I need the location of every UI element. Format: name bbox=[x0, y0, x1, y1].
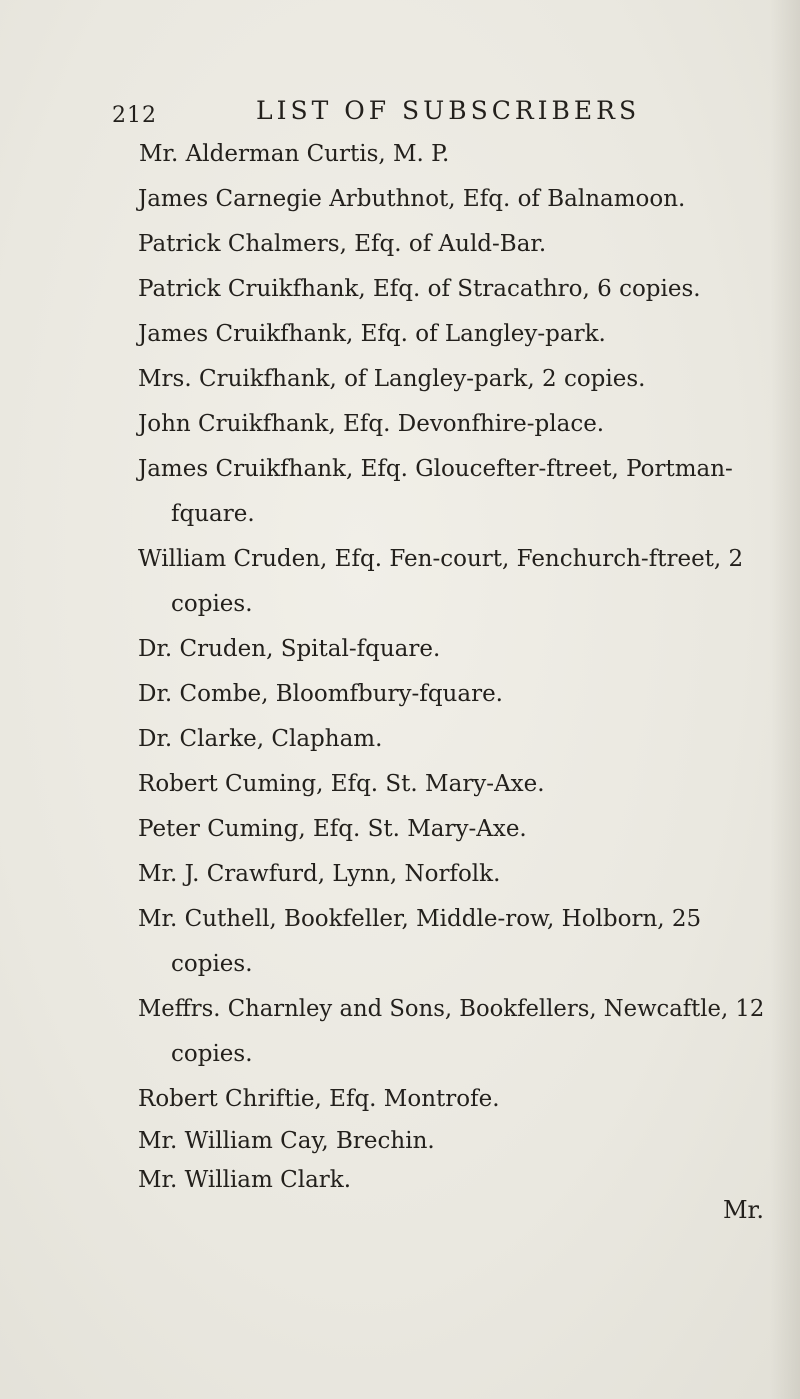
subscriber-entry-continuation: fquare. bbox=[171, 501, 255, 527]
subscriber-entry: James Cruikfhank, Efq. Gloucefter-ftreet, Portman- bbox=[138, 456, 733, 482]
running-head: LIST OF SUBSCRIBERS bbox=[256, 96, 641, 125]
page-edge-shadow bbox=[770, 0, 800, 1399]
subscriber-entry: Dr. Clarke, Clapham. bbox=[138, 726, 383, 752]
subscriber-entry: Dr. Combe, Bloomfbury-fquare. bbox=[138, 681, 503, 707]
subscriber-entry: Meffrs. Charnley and Sons, Bookfellers, Newcaftle, 12 bbox=[138, 996, 765, 1022]
subscriber-entry: Dr. Cruden, Spital-fquare. bbox=[138, 636, 441, 662]
subscriber-entry-continuation: copies. bbox=[171, 1041, 253, 1067]
subscriber-entry: Mrs. Cruikfhank, of Langley-park, 2 copies. bbox=[138, 366, 646, 392]
subscriber-entry: Mr. Cuthell, Bookfeller, Middle-row, Holborn, 25 bbox=[138, 906, 702, 932]
subscriber-entry: John Cruikfhank, Efq. Devonfhire-place. bbox=[138, 411, 605, 437]
subscriber-entry: James Cruikfhank, Efq. of Langley-park. bbox=[138, 321, 606, 347]
subscriber-entry: Peter Cuming, Efq. St. Mary-Axe. bbox=[138, 816, 527, 842]
subscriber-entry: Patrick Chalmers, Efq. of Auld-Bar. bbox=[138, 231, 547, 257]
subscriber-entry: Mr. Alderman Curtis, M. P. bbox=[139, 141, 450, 167]
subscriber-entry: Robert Chriftie, Efq. Montrofe. bbox=[138, 1086, 500, 1112]
subscriber-entry-continuation: copies. bbox=[171, 591, 253, 617]
subscriber-entry: Robert Cuming, Efq. St. Mary-Axe. bbox=[138, 771, 545, 797]
subscriber-entry-continuation: copies. bbox=[171, 951, 253, 977]
subscriber-entry: James Carnegie Arbuthnot, Efq. of Balnamoon. bbox=[138, 186, 686, 212]
subscriber-entry: Mr. William Cay, Brechin. bbox=[138, 1128, 435, 1154]
subscriber-entry: Patrick Cruikfhank, Efq. of Stracathro, 6 copies. bbox=[138, 276, 701, 302]
subscriber-entry: Mr. J. Crawfurd, Lynn, Norfolk. bbox=[138, 861, 501, 887]
subscriber-entry: William Cruden, Efq. Fen-court, Fenchurch-ftreet, 2 bbox=[138, 546, 744, 572]
subscriber-entry: Mr. William Clark. bbox=[138, 1167, 352, 1193]
catchword: Mr. bbox=[722, 1196, 764, 1224]
page-number: 212 bbox=[112, 103, 157, 128]
